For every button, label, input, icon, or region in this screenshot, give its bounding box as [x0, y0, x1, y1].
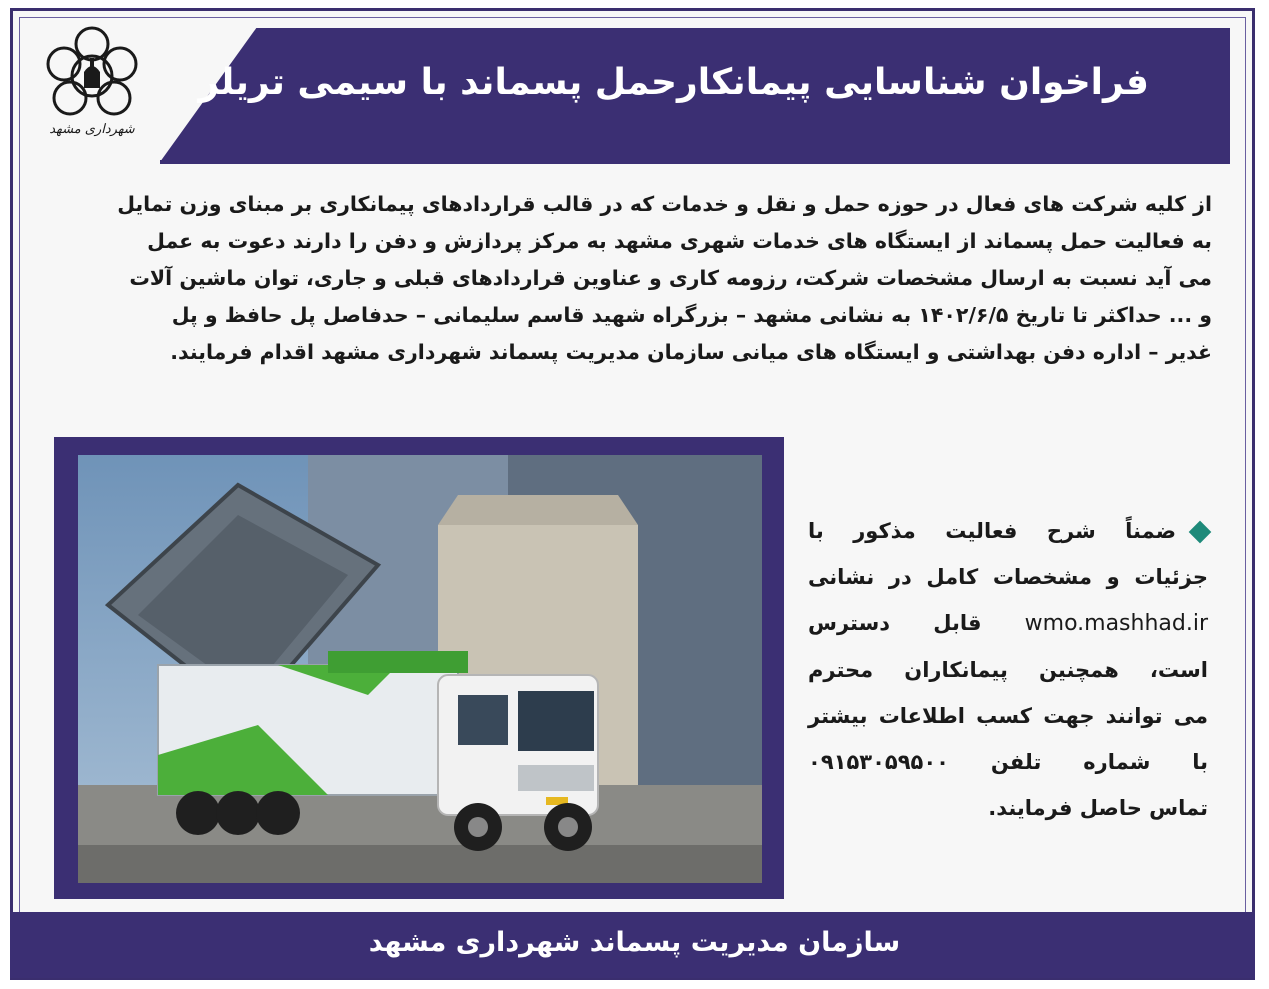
- organization-name: سازمان مدیریت پسماند شهرداری مشهد: [368, 927, 901, 958]
- note-line: wmo.mashhad.ir قابل دسترس: [808, 611, 1209, 636]
- note-line: با شماره تلفن ۰۹۱۵۳۰۵۹۵۰۰: [808, 750, 1208, 774]
- page-title: فراخوان شناسایی پیمانکارحمل پسماند با سیمی تریلر: [198, 62, 1149, 103]
- note-line: می توانند جهت کسب اطلاعات بیشتر: [808, 704, 1208, 728]
- body-line: به فعالیت حمل پسماند از ایستگاه های خدمات شهری مشهد به مرکز پردازش و دفن را دارند دعوت به عمل: [147, 229, 1212, 253]
- body-line: و ... حداکثر تا تاریخ ۱۴۰۲/۶/۵ به نشانی مشهد – بزرگراه شهید قاسم سلیمانی – حدفاصل پل حافظ و پل: [171, 303, 1212, 327]
- body-line: می آید نسبت به ارسال مشخصات شرکت، رزومه کاری و عناوین قراردادهای قبلی و جاری، توان ماشین آلات: [129, 266, 1212, 290]
- photo-frame: [54, 437, 784, 899]
- website-link[interactable]: wmo.mashhad.ir: [1024, 611, 1209, 636]
- announcement-body: [62, 186, 1212, 371]
- details-note: [808, 508, 1208, 831]
- semi-trailer-truck-illustration: [78, 455, 762, 883]
- note-line: جزئیات و مشخصات کامل در نشانی: [808, 565, 1208, 589]
- note-line: تماس حاصل فرمایند.: [988, 796, 1208, 820]
- body-line: غدیر – اداره دفن بهداشتی و ایستگاه های میانی سازمان مدیریت پسماند شهرداری مشهد اقدام فرمایند.: [170, 340, 1212, 364]
- diamond-bullet-icon: [1189, 521, 1212, 544]
- truck-photo: [78, 455, 762, 883]
- note-line: است، همچنین پیمانکاران محترم: [808, 658, 1208, 682]
- municipality-logo: [30, 14, 160, 154]
- note-line: ضمناً شرح فعالیت مذکور با: [808, 508, 1208, 554]
- logo-caption: شهرداری مشهد: [49, 122, 135, 137]
- body-line: از کلیه شرکت های فعال در حوزه حمل و نقل و خدمات که در قالب قراردادهای پیمانکاری بر مبنای وزن تمایل: [117, 192, 1212, 216]
- title-underline: [160, 160, 1230, 164]
